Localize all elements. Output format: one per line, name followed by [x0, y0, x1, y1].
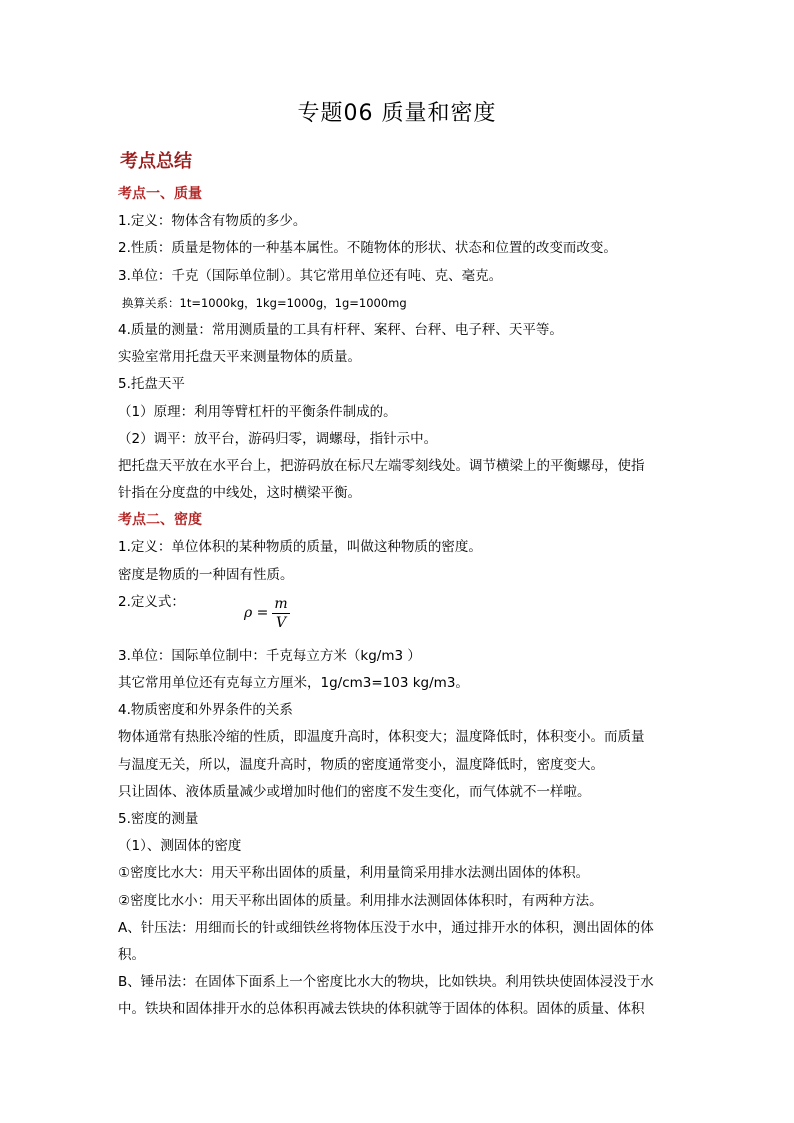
kp2-line: 其它常用单位还有克每立方厘米，1g/cm3=103 kg/m3。: [118, 675, 469, 691]
kp1-line: 针指在分度盘的中线处，这时横梁平衡。: [118, 485, 361, 502]
kp1-line: （1）原理：利用等臂杠杆的平衡条件制成的。: [118, 403, 397, 420]
formula-row: [118, 589, 678, 643]
formula-lhs: ρ =: [244, 605, 269, 622]
kp1-line: 5.托盘天平: [118, 376, 185, 393]
kp2-line: 积。: [118, 946, 145, 963]
kp2-line: （1）、测固体的密度: [118, 838, 242, 855]
kp2-line: 只让固体、液体质量减少或增加时他们的密度不发生变化，而气体就不一样啦。: [118, 783, 591, 800]
kp2-line: ①密度比水大：用天平称出固体的质量，利用量筒采用排水法测出固体的体积。: [118, 865, 590, 882]
formula-label: 2.定义式：: [118, 593, 185, 610]
kp2-line: 4.物质密度和外界条件的关系: [118, 702, 293, 719]
section-heading: 考点总结: [120, 151, 192, 172]
kp1-heading: 考点一、质量: [118, 186, 202, 202]
page-title: 专题06 质量和密度: [297, 101, 497, 126]
kp2-line: 物体通常有热胀冷缩的性质，即温度升高时，体积变大；温度降低时，体积变小。而质量: [118, 729, 645, 746]
kp2-line: 1.定义：单位体积的某种物质的质量，叫做这种物质的密度。: [118, 539, 482, 556]
density-formula: [244, 595, 290, 632]
formula-numerator: m: [274, 595, 288, 612]
document-body: [118, 181, 678, 1023]
kp2-heading: 考点二、密度: [118, 512, 202, 529]
kp1-line: 实验室常用托盘天平来测量物体的质量。: [118, 349, 361, 366]
kp2-line: ②密度比水小：用天平称出固体的质量。利用排水法测固体体积时，有两种方法。: [118, 892, 603, 909]
formula-denominator: V: [276, 614, 287, 631]
kp1-line: 4.质量的测量：常用测质量的工具有杆秤、案秤、台秤、电子秤、天平等。: [118, 321, 563, 338]
kp1-line: 2.性质：质量是物体的一种基本属性。不随物体的形状、状态和位置的改变而改变。: [118, 240, 617, 257]
kp1-line: 把托盘天平放在水平台上，把游码放在标尺左端零刻线处。调节横梁上的平衡螺母，使指: [118, 457, 645, 474]
kp1-line: 换算关系：1t=1000kg，1kg=1000g，1g=1000mg: [122, 295, 407, 310]
kp1-line: （2）调平：放平台，游码归零，调螺母，指针示中。: [118, 430, 438, 447]
kp2-line: 与温度无关，所以，温度升高时，物质的密度通常变小，温度降低时，密度变大。: [118, 756, 604, 773]
formula-fraction: [272, 595, 289, 632]
kp2-line: 中。铁块和固体排开水的总体积再减去铁块的体积就等于固体的体积。固体的质量、体积: [118, 1001, 645, 1018]
kp1-line: 3.单位：千克（国际单位制）。其它常用单位还有吨、克、毫克。: [118, 267, 503, 284]
kp2-line: 密度是物质的一种固有性质。: [118, 566, 294, 583]
kp2-line: 5.密度的测量: [118, 810, 199, 827]
kp2-line: 3.单位：国际单位制中：千克每立方米（kg/m3 ）: [118, 647, 421, 664]
kp2-line: A、针压法：用细而长的针或细铁丝将物体压没于水中，通过排开水的体积，测出固体的体: [118, 919, 654, 936]
kp2-line: B、锤吊法：在固体下面系上一个密度比水大的物块，比如铁块。利用铁块使固体浸没于水: [118, 974, 654, 991]
kp1-line: 1.定义：物体含有物质的多少。: [118, 213, 307, 230]
